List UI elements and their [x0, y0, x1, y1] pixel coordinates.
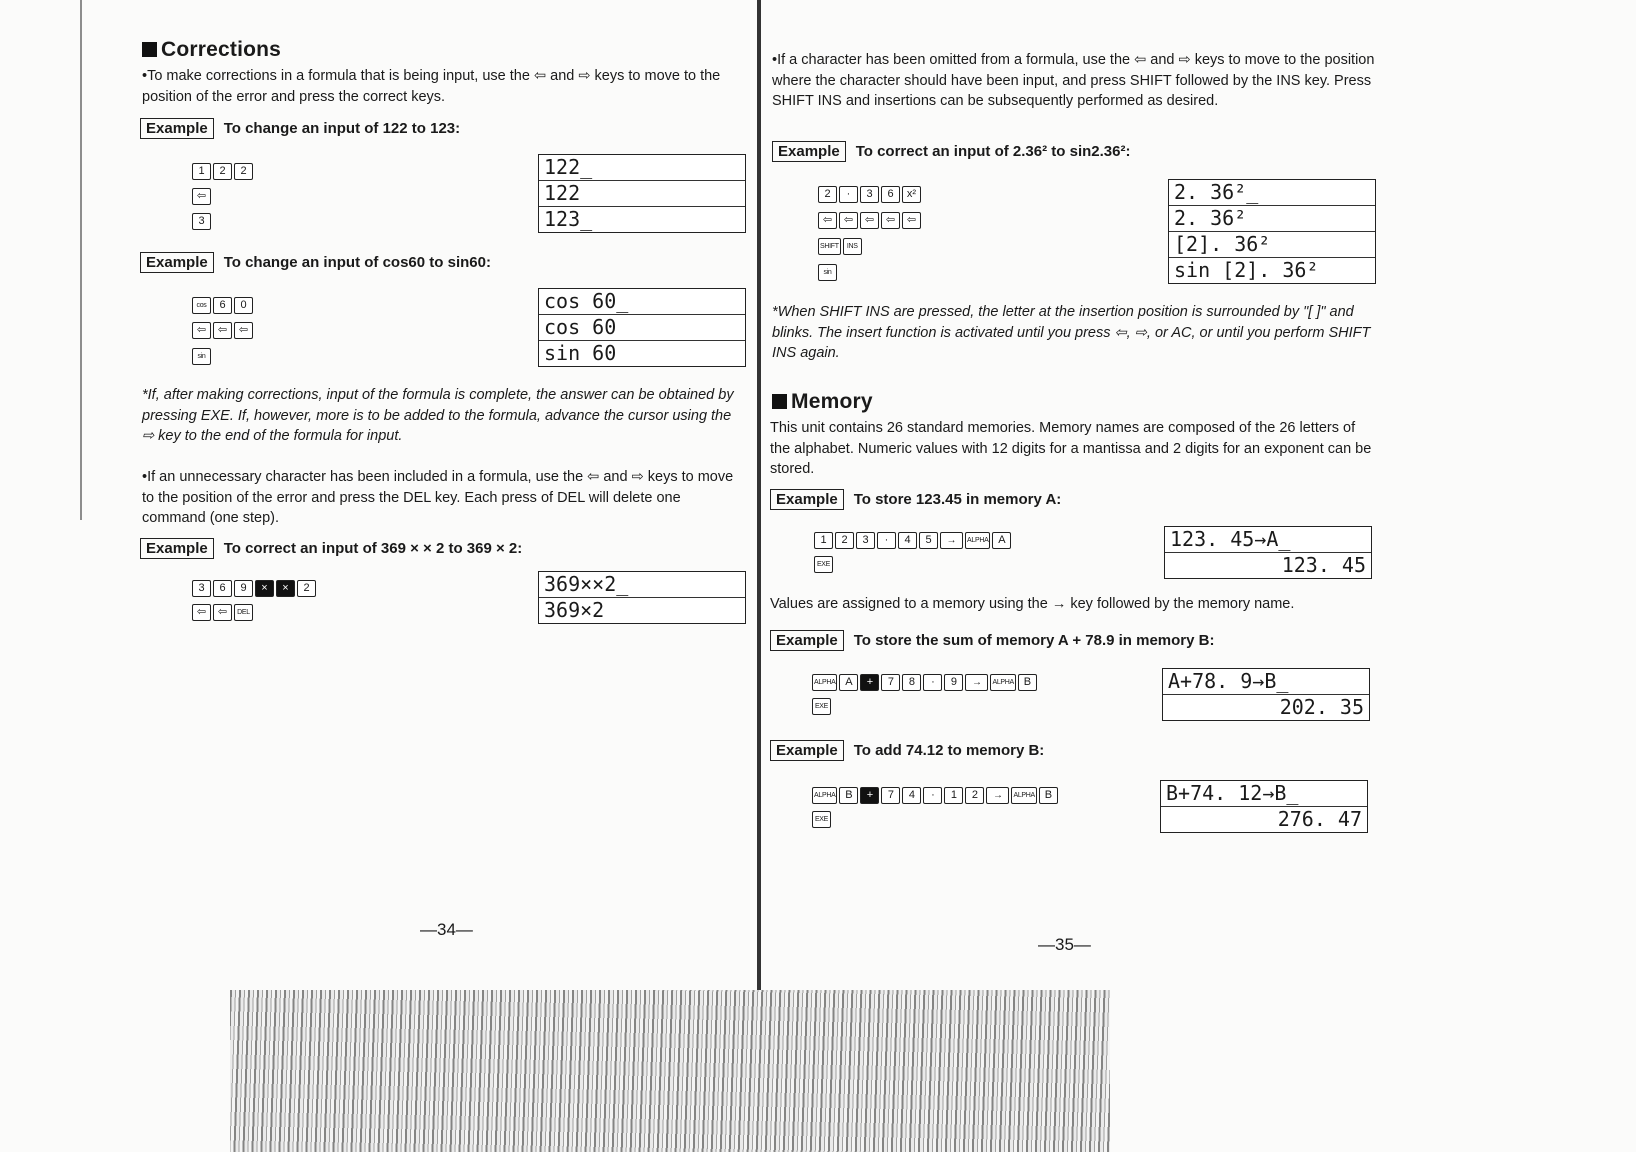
key-sequence — [818, 212, 923, 229]
key-sequence — [818, 238, 864, 255]
lcd-display — [1160, 780, 1368, 833]
left-arrow-key: ⇦ — [213, 604, 232, 621]
lcd-display — [538, 571, 746, 624]
assign-paragraph: Values are assigned to a memory using the → key followed by the memory name. — [770, 596, 1295, 612]
key-sequence — [192, 580, 318, 597]
4-key: 4 — [902, 787, 921, 804]
key-sequence — [814, 532, 1013, 549]
key-sequence — [812, 698, 833, 715]
6-key: 6 — [881, 186, 900, 203]
key-sequence — [192, 188, 213, 205]
insert-paragraph: •If a character has been omitted from a formula, use the ⇦ and ⇨ keys to move to the position where the character should have been input, and press SHIFT followed by the INS key. Press SHIFT INS and insertions can be subsequently performed as desired. — [772, 52, 1375, 109]
book-spine — [757, 0, 761, 990]
3-key: 3 — [860, 186, 879, 203]
square-bullet-icon — [142, 42, 157, 57]
key-sequence — [818, 186, 923, 203]
left-arrow-key: ⇦ — [192, 604, 211, 621]
multiply-key: × — [255, 580, 274, 597]
4-key: 4 — [898, 532, 917, 549]
key-sequence — [192, 322, 255, 339]
example-title: To change an input of cos60 to sin60: — [223, 254, 491, 271]
example-label: Example — [770, 740, 844, 761]
plus-key: + — [860, 787, 879, 804]
square-bullet-icon — [772, 394, 787, 409]
a-key: A — [992, 532, 1011, 549]
section-title-memory — [772, 390, 873, 414]
display-row: [2]. 36² — [1169, 232, 1375, 258]
example-heading — [140, 538, 522, 559]
9-key: 9 — [944, 674, 963, 691]
display-row: 123. 45→A_ — [1165, 527, 1371, 553]
display-row: 276. 47 — [1277, 807, 1362, 831]
b-key: B — [1039, 787, 1058, 804]
example-heading — [140, 118, 460, 139]
example-label: Example — [770, 489, 844, 510]
key-sequence — [812, 787, 1060, 804]
9-key: 9 — [234, 580, 253, 597]
plus-key: + — [860, 674, 879, 691]
page-number: —34— — [420, 920, 473, 939]
example-title: To change an input of 122 to 123: — [223, 120, 461, 137]
example-label: Example — [140, 538, 214, 559]
example-title: To store 123.45 in memory A: — [853, 491, 1062, 508]
key-sequence — [812, 674, 1039, 691]
lcd-display — [1164, 526, 1372, 579]
key-sequence — [192, 348, 213, 365]
decimal-point-key: · — [839, 186, 858, 203]
display-row: 2. 36² — [1169, 206, 1375, 232]
key-sequence — [192, 213, 213, 230]
1-key: 1 — [944, 787, 963, 804]
example-heading — [770, 740, 1044, 761]
alpha-key: ALPHA — [965, 532, 990, 549]
page-35 — [768, 0, 1380, 990]
b-key: B — [1018, 674, 1037, 691]
key-sequence — [192, 297, 255, 314]
display-row: 2. 36²_ — [1169, 180, 1375, 206]
page-34 — [140, 0, 750, 990]
display-row: 123. 45 — [1281, 553, 1366, 577]
example-label: Example — [140, 118, 214, 139]
2-key: 2 — [818, 186, 837, 203]
display-row: A+78. 9→B_ — [1163, 669, 1369, 695]
insert-note: *When SHIFT INS are pressed, the letter at the insertion position is surrounded by "[ ]" and blinks. The insert function is activated until you press ⇦, ⇨, or AC, or until you perform SHIFT INS again. — [772, 304, 1371, 361]
left-arrow-key: ⇦ — [818, 212, 837, 229]
2-key: 2 — [297, 580, 316, 597]
decimal-point-key: · — [923, 787, 942, 804]
0-key: 0 — [234, 297, 253, 314]
shift-key: SHIFT — [818, 238, 841, 255]
page-number: —35— — [1038, 935, 1091, 954]
alpha-key: ALPHA — [990, 674, 1015, 691]
display-row: cos 60 — [539, 315, 745, 341]
left-arrow-key: ⇦ — [192, 322, 211, 339]
left-arrow-key: ⇦ — [213, 322, 232, 339]
example-title: To correct an input of 2.36² to sin2.36²: — [855, 143, 1131, 160]
key-sequence — [814, 556, 835, 573]
del-key: DEL — [234, 604, 253, 621]
exe-key: EXE — [812, 811, 831, 828]
3-key: 3 — [192, 213, 211, 230]
store-arrow-key: → — [940, 532, 963, 549]
decimal-point-key: · — [923, 674, 942, 691]
b-key: B — [839, 787, 858, 804]
lcd-display — [1168, 179, 1376, 284]
2-key: 2 — [835, 532, 854, 549]
example-title: To store the sum of memory A + 78.9 in memory B: — [853, 632, 1215, 649]
key-sequence — [192, 163, 255, 180]
intro-paragraph: •To make corrections in a formula that is being input, use the ⇦ and ⇨ keys to move to the position of the error and press the correct keys. — [142, 68, 721, 105]
note-after-answer: *If, after making corrections, input of the formula is complete, the answer can be obtained by pressing EXE. If, however, more is to be added to the formula, advance the cursor using the ⇨ key to the end of the formula for input. — [142, 387, 734, 444]
display-row: 123_ — [544, 207, 593, 231]
section-title-text: Corrections — [161, 38, 282, 61]
alpha-key: ALPHA — [812, 787, 837, 804]
key-sequence — [192, 604, 255, 621]
note-delete: •If an unnecessary character has been included in a formula, use the ⇦ and ⇨ keys to move to the position of the error and press the DEL key. Each press of DEL will delete one command (one step). — [142, 469, 734, 526]
scan-noise — [230, 990, 1110, 1152]
6-key: 6 — [213, 580, 232, 597]
display-row: 122_ — [539, 155, 745, 181]
8-key: 8 — [902, 674, 921, 691]
square-key: x² — [902, 186, 921, 203]
sin-key: sin — [818, 264, 837, 281]
example-label: Example — [770, 630, 844, 651]
exe-key: EXE — [812, 698, 831, 715]
example-label: Example — [140, 252, 214, 273]
key-sequence — [818, 264, 839, 281]
left-arrow-key: ⇦ — [860, 212, 879, 229]
lcd-display — [1162, 668, 1370, 721]
a-key: A — [839, 674, 858, 691]
example-heading — [770, 630, 1215, 651]
store-arrow-key: → — [965, 674, 988, 691]
left-arrow-key: ⇦ — [234, 322, 253, 339]
ins-key: INS — [843, 238, 862, 255]
7-key: 7 — [881, 674, 900, 691]
example-title: To correct an input of 369 × × 2 to 369 × 2: — [223, 540, 523, 557]
scan-edge-line — [80, 0, 82, 520]
example-heading — [770, 489, 1061, 510]
key-sequence — [812, 811, 833, 828]
3-key: 3 — [192, 580, 211, 597]
display-row: sin [2]. 36² — [1174, 258, 1319, 282]
display-row: sin 60 — [544, 341, 617, 365]
example-heading — [772, 141, 1130, 162]
memory-paragraph: This unit contains 26 standard memories. Memory names are composed of the 26 letters of the alphabet. Numeric values with 12 digits for a mantissa and 2 digits for an exponent can be stored. — [770, 420, 1372, 477]
section-title-corrections — [142, 38, 281, 62]
multiply-key: × — [276, 580, 295, 597]
2-key: 2 — [234, 163, 253, 180]
1-key: 1 — [814, 532, 833, 549]
2-key: 2 — [213, 163, 232, 180]
section-title-text: Memory — [791, 390, 873, 413]
lcd-display — [538, 154, 746, 233]
exe-key: EXE — [814, 556, 833, 573]
display-row: 122 — [539, 181, 745, 207]
example-heading — [140, 252, 491, 273]
lcd-display — [538, 288, 746, 367]
store-arrow-key: → — [986, 787, 1009, 804]
display-row: B+74. 12→B_ — [1161, 781, 1367, 807]
left-arrow-key: ⇦ — [839, 212, 858, 229]
display-row: cos 60_ — [539, 289, 745, 315]
cos-key: cos — [192, 297, 211, 314]
left-arrow-key: ⇦ — [902, 212, 921, 229]
6-key: 6 — [213, 297, 232, 314]
2-key: 2 — [965, 787, 984, 804]
alpha-key: ALPHA — [812, 674, 837, 691]
display-row: 202. 35 — [1279, 695, 1364, 719]
example-title: To add 74.12 to memory B: — [853, 742, 1045, 759]
display-row: 369××2_ — [539, 572, 745, 598]
alpha-key: ALPHA — [1011, 787, 1036, 804]
7-key: 7 — [881, 787, 900, 804]
5-key: 5 — [919, 532, 938, 549]
sin-key: sin — [192, 348, 211, 365]
3-key: 3 — [856, 532, 875, 549]
display-row: 369×2 — [544, 598, 605, 622]
left-arrow-key: ⇦ — [881, 212, 900, 229]
decimal-point-key: · — [877, 532, 896, 549]
1-key: 1 — [192, 163, 211, 180]
left-arrow-key: ⇦ — [192, 188, 211, 205]
example-label: Example — [772, 141, 846, 162]
